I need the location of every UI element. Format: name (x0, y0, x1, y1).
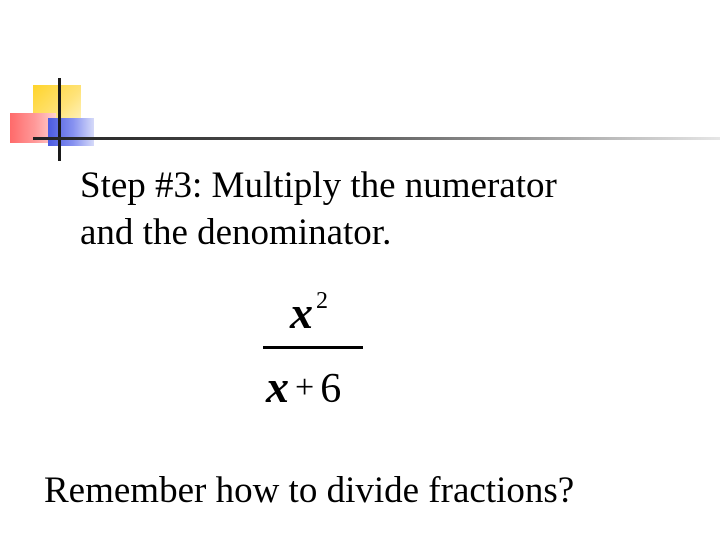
fraction-bar (263, 346, 363, 349)
numerator-exponent: 2 (316, 288, 328, 314)
logo-vertical-rule (58, 78, 61, 161)
fraction-denominator (266, 360, 341, 413)
logo-blue-square (48, 118, 94, 146)
heading-line-1: Step #3: Multiply the numerator (80, 165, 557, 206)
numerator-variable: x (290, 287, 313, 338)
denominator-variable: x (266, 361, 289, 412)
denominator-operator: + (295, 369, 315, 406)
footer-text: Remember how to divide fractions? (44, 470, 575, 511)
fraction-numerator (290, 286, 328, 339)
heading-line-2: and the denominator. (80, 212, 392, 253)
denominator-constant: 6 (320, 366, 342, 412)
title-divider-rule (33, 137, 720, 140)
slide-heading (80, 162, 700, 256)
